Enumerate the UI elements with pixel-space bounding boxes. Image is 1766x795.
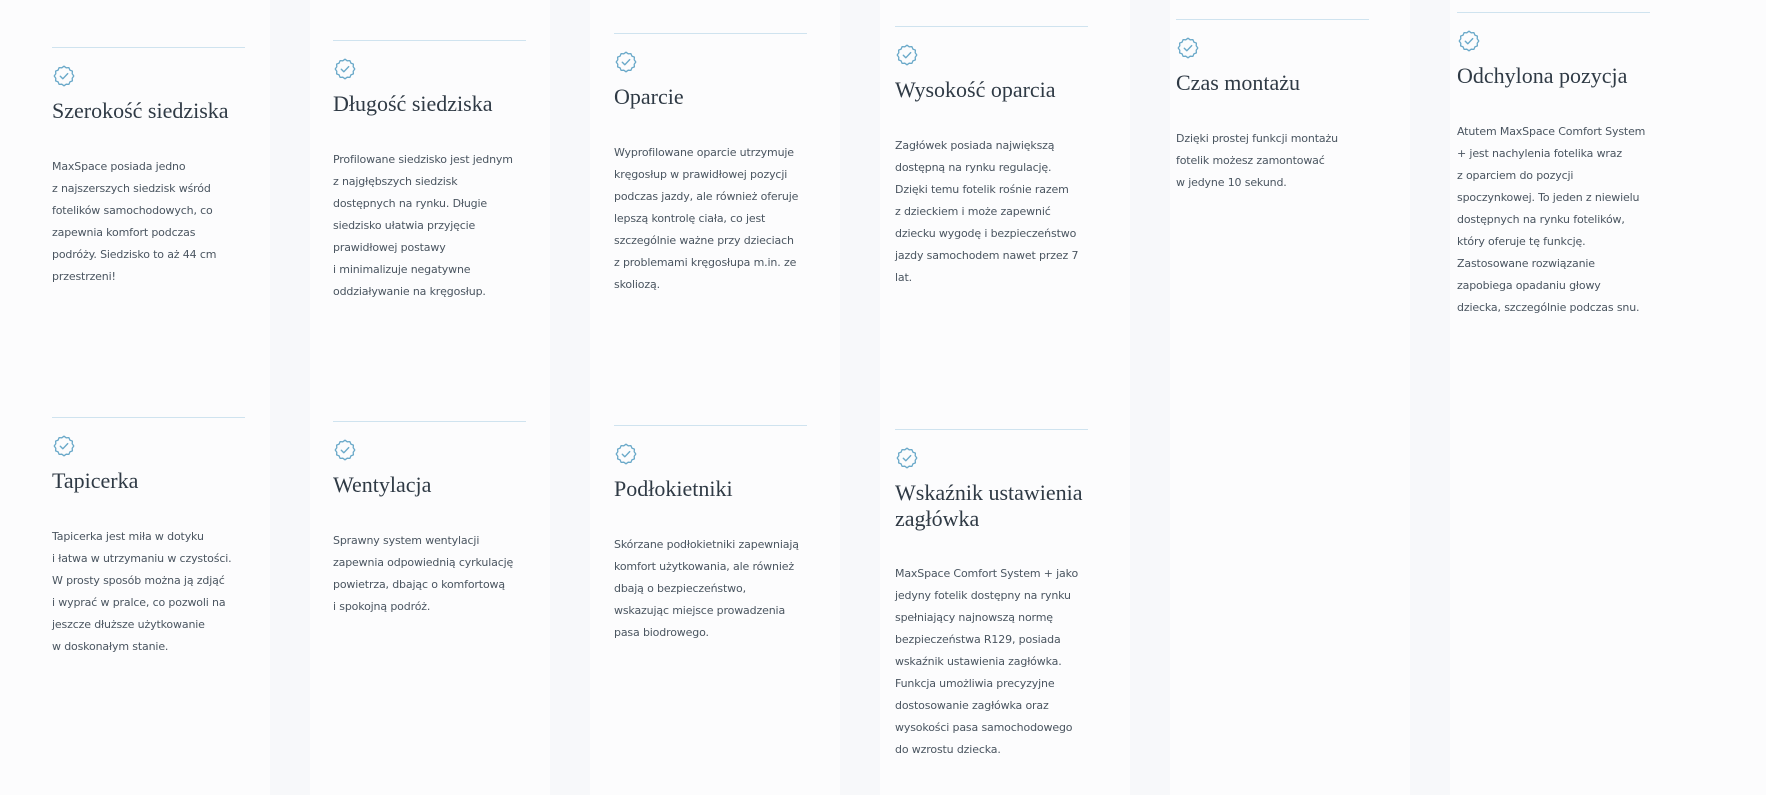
feature-description: Wyprofilowane oparcie utrzymuje kręgosłup w prawidłowej pozycji podczas jazdy, ale również oferuje lepszą kontrolę ciała, co jest szczególnie ważne przy dzieciach z problemami kręgosłupa m.in. ze skoliozą.: [614, 146, 799, 291]
verified-badge-check-icon: [895, 446, 919, 470]
feature-card-installation-time: [1176, 19, 1369, 189]
feature-title: Odchylona pozycja: [1457, 63, 1628, 88]
feature-card-seat-width: [52, 47, 245, 283]
background-stripe: [840, 0, 880, 795]
verified-badge-check-icon: [52, 64, 76, 88]
verified-badge-check-icon: [1457, 29, 1481, 53]
feature-title: Czas montażu: [1176, 70, 1301, 95]
feature-title: Szerokość siedziska: [52, 98, 229, 123]
background-stripe: [550, 0, 590, 795]
verified-badge-check-icon: [52, 434, 76, 458]
feature-title: Wysokość oparcia: [895, 77, 1056, 102]
feature-title: Długość siedziska: [333, 91, 493, 116]
feature-description: Atutem MaxSpace Comfort System + jest nachylenia fotelika wraz z oparciem do pozycji spoczynkowej. To jeden z niewielu dostępnych na rynku fotelików, który oferuje tę funkcję. Zastosowane rozwiązanie zapobiega opadaniu głowy dziecka, szczególnie podczas snu.: [1457, 125, 1646, 314]
feature-title: Tapicerka: [52, 468, 139, 493]
feature-card-headrest-indicator: [895, 429, 1088, 756]
feature-title: Podłokietniki: [614, 476, 733, 501]
feature-description: Profilowane siedzisko jest jednym z najgłębszych siedzisk dostępnych na rynku. Długie siedzisko ułatwia przyjęcie prawidłowej postawy i minimalizuje negatywne oddziaływanie na kręgosłup.: [333, 153, 513, 298]
feature-description: MaxSpace posiada jedno z najszerszych siedzisk wśród fotelików samochodowych, co zapewnia komfort podczas podróży. Siedzisko to aż 44 cm przestrzeni!: [52, 160, 217, 283]
background-stripe: [1410, 0, 1450, 795]
verified-badge-check-icon: [614, 442, 638, 466]
background-stripe: [270, 0, 310, 795]
feature-description: Skórzane podłokietniki zapewniają komfort użytkowania, ale również dbają o bezpieczeństwo, wskazując miejsce prowadzenia pasa biodrowego.: [614, 538, 799, 639]
feature-card-backrest-height: [895, 26, 1088, 284]
feature-description: Zagłówek posiada największą dostępną na rynku regulację. Dzięki temu fotelik rośnie razem z dzieckiem i może zapewnić dziecku wygodę i bezpieczeństwo jazdy samochodem nawet przez 7 lat.: [895, 139, 1079, 284]
feature-card-upholstery: [52, 417, 245, 653]
feature-description: Dzięki prostej funkcji montażu fotelik możesz zamontować w jedyne 10 sekund.: [1176, 132, 1338, 189]
feature-title: Wentylacja: [333, 472, 432, 497]
feature-description: Sprawny system wentylacji zapewnia odpowiednią cyrkulację powietrza, dbając o komfortową i spokojną podróż.: [333, 534, 514, 613]
feature-title: Oparcie: [614, 84, 684, 109]
feature-title: Wskaźnik ustawienia zagłówka: [895, 480, 1083, 531]
feature-card-armrests: [614, 425, 807, 639]
verified-badge-check-icon: [1176, 36, 1200, 60]
feature-card-reclined-position: [1457, 12, 1650, 314]
feature-card-backrest: [614, 33, 807, 291]
verified-badge-check-icon: [614, 50, 638, 74]
verified-badge-check-icon: [333, 438, 357, 462]
feature-card-ventilation: [333, 421, 526, 613]
verified-badge-check-icon: [895, 43, 919, 67]
feature-description: MaxSpace Comfort System + jako jedyny fotelik dostępny na rynku spełniający najnowszą normę bezpieczeństwa R129, posiada wskaźnik ustawienia zagłówka. Funkcja umożliwia precyzyjne dostosowanie zagłówka oraz wysokości pasa samochodowego do wzrostu dziecka.: [895, 567, 1079, 756]
background-stripe: [1130, 0, 1170, 795]
verified-badge-check-icon: [333, 57, 357, 81]
feature-card-seat-length: [333, 40, 526, 298]
feature-description: Tapicerka jest miła w dotyku i łatwa w utrzymaniu w czystości. W prosty sposób można ją zdjąć i wyprać w pralce, co pozwoli na jeszcze dłuższe użytkowanie w doskonałym stanie.: [52, 530, 232, 653]
